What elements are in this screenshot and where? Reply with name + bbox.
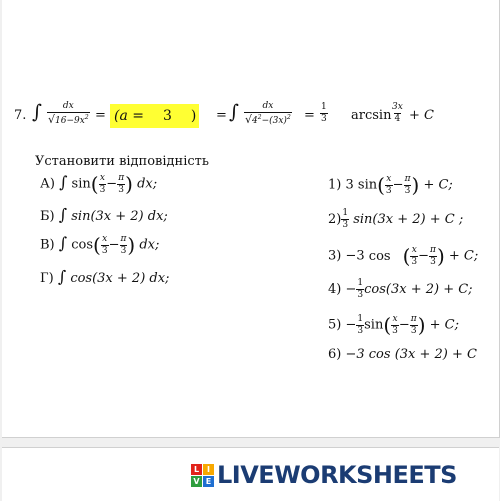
- rhs-fraction: $\frac{dx}{√4^2-(3x)^2}$: [245, 100, 291, 126]
- rhs-integral: [229, 101, 292, 126]
- matching-heading: Установити відповідність: [35, 154, 209, 169]
- logo-tile: I: [203, 464, 214, 475]
- right-item-3: 3) −3 cos ( $\frac{x}{3}$ − $\frac{\pi}{3}$ ) + C;: [328, 244, 479, 268]
- plus-c: + C: [409, 108, 434, 123]
- left-item-v: В) ∫ cos( $\frac{x}{3}$ − $\frac{\pi}{3}$ ) dx;: [40, 233, 160, 257]
- sqrt-icon: √: [245, 112, 253, 126]
- right-item-5: 5) − $\frac{1}{3}$ sin( $\frac{x}{3}$ − $\frac{\pi}{3}$ ) + C;: [328, 313, 460, 337]
- sqrt-icon: √: [48, 112, 56, 126]
- left-item-a: А) ∫ sin( $\frac{x}{3}$ − $\frac{\pi}{3}$ ) dx;: [40, 172, 158, 196]
- logo-tiles-icon: [191, 464, 214, 487]
- right-item-1: 1) 3 sin( $\frac{x}{3}$ − $\frac{\pi}{3}$ ) + C;: [328, 173, 453, 197]
- lhs-fraction: $\frac{dx}{√16-9x^2}$: [48, 100, 89, 126]
- equals-sign-3: =: [304, 108, 315, 123]
- logo-text: LIVEWORKSHEETS: [217, 461, 457, 489]
- right-item-2: 2) $\frac{1}{3}$ sin(3x + 2) + C ;: [328, 208, 464, 230]
- integral-sign: ∫: [58, 205, 68, 224]
- equals-sign: =: [95, 108, 106, 123]
- liveworksheets-logo[interactable]: [191, 461, 457, 489]
- answer-value[interactable]: 3: [162, 108, 172, 124]
- coef-fraction: $\frac{1}{3}$: [321, 102, 327, 124]
- worksheet-page: [2, 0, 500, 438]
- logo-tile: L: [191, 464, 202, 475]
- arcsin-arg: $\frac{3x}{4}$: [392, 102, 403, 124]
- integral-sign: ∫: [59, 172, 68, 192]
- arcsin-label: arcsin: [351, 108, 392, 123]
- answer-highlight: (a = 3 ): [110, 104, 199, 128]
- logo-tile: E: [203, 476, 214, 487]
- integral-sign: ∫: [57, 267, 67, 286]
- right-item-4: 4) − $\frac{1}{3}$ cos(3x + 2) + C;: [328, 278, 473, 300]
- integral-sign: ∫: [58, 233, 68, 253]
- logo-tile: V: [191, 476, 202, 487]
- integral-sign: ∫: [229, 101, 239, 123]
- equals-sign-2: =: [216, 108, 227, 123]
- right-item-6: 6) −3 cos (3x + 2) + C: [328, 347, 477, 362]
- task-number: 7.: [14, 108, 27, 123]
- left-item-b: Б) ∫ sin(3x + 2) dx;: [40, 205, 168, 224]
- lhs-integral: [32, 101, 90, 126]
- integral-sign: ∫: [32, 101, 42, 123]
- left-item-g: Г) ∫ cos(3x + 2) dx;: [40, 267, 170, 286]
